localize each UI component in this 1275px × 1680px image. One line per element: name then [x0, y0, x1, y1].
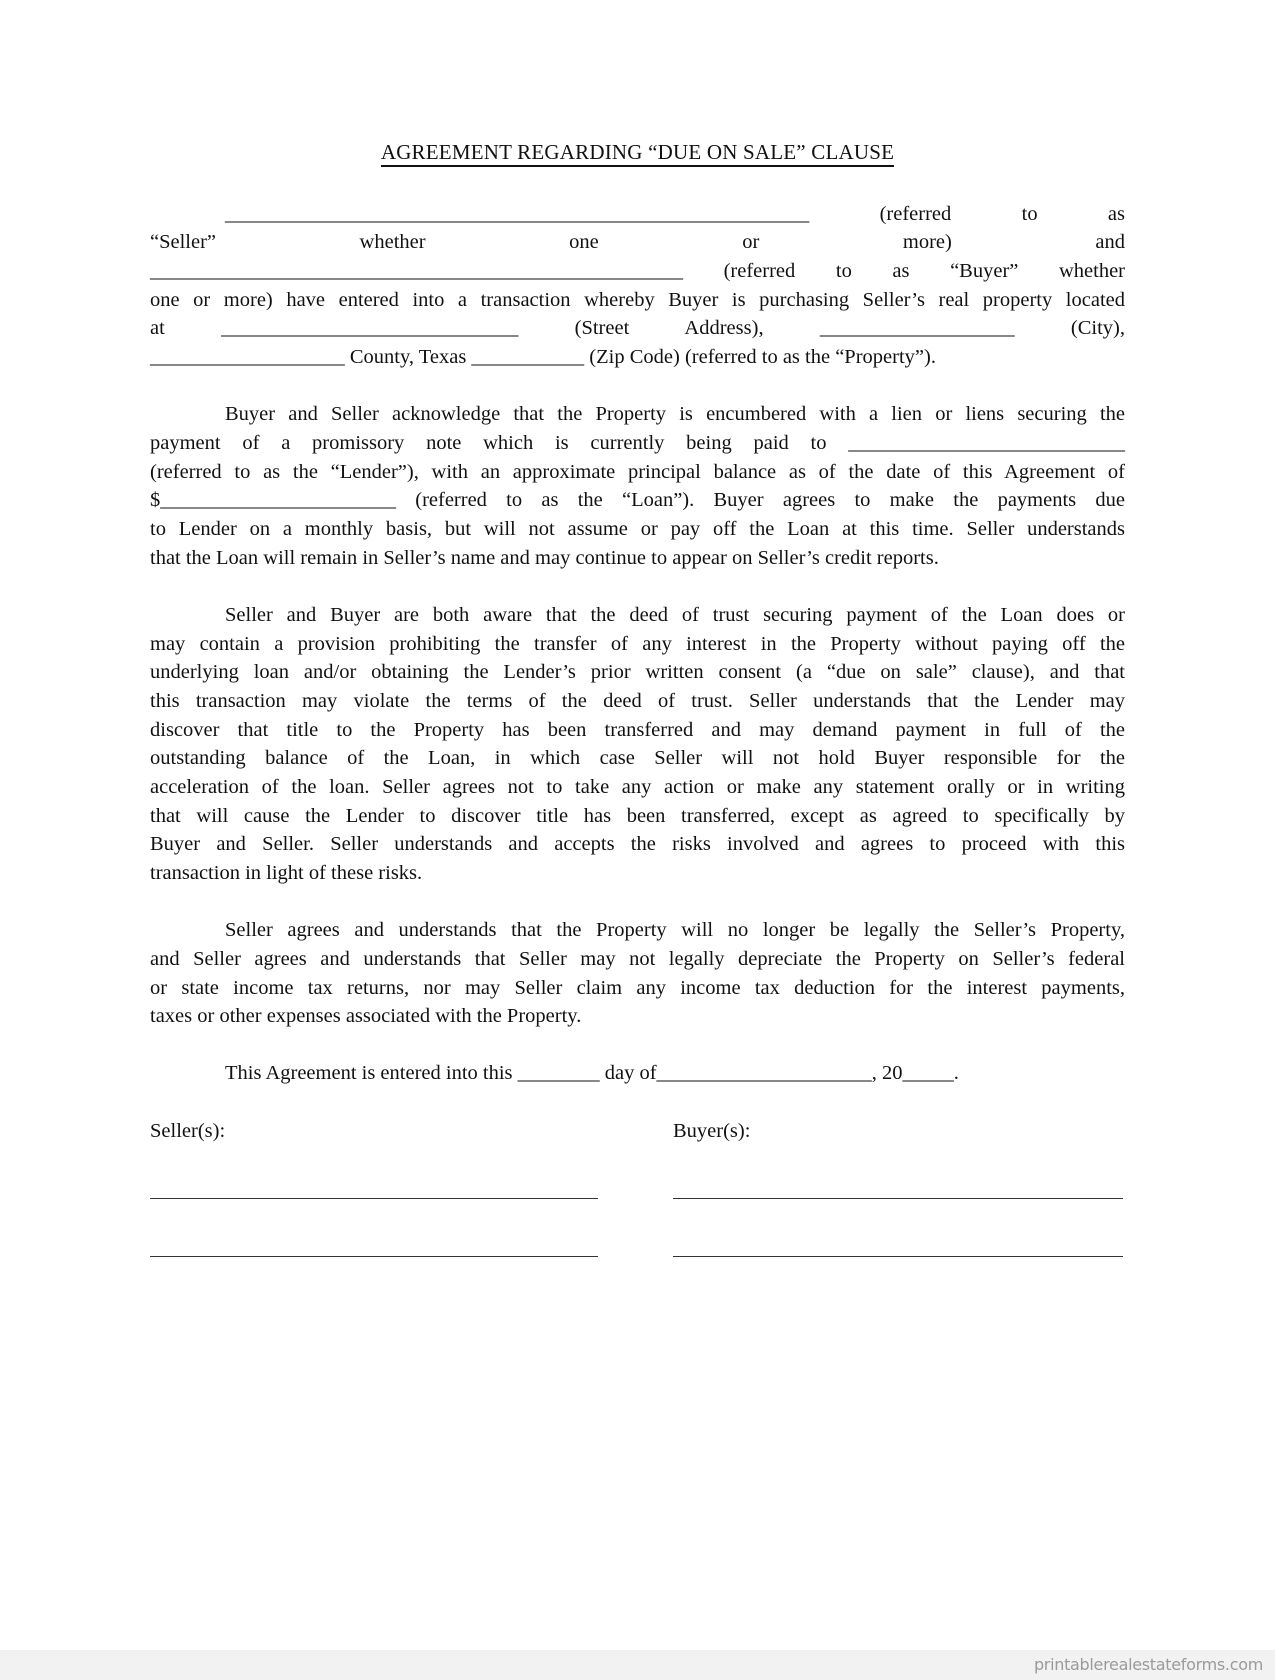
- tax-line-2: and Seller agrees and understands that Seller may not legally depreciate the Property on Seller’s federal: [150, 948, 1125, 970]
- due-on-sale-line-5: discover that title to the Property has been transferred and may demand payment in full of the: [150, 719, 1125, 741]
- parties-line-1: _________________________________________________________ (referred to as: [225, 203, 1125, 225]
- parties-line-2: “Seller” whether one or more) and: [150, 231, 1125, 253]
- due-on-sale-line-7: acceleration of the loan. Seller agrees not to take any action or make any statement orally or in writing: [150, 776, 1125, 798]
- parties-line-3: ____________________________________________________ (referred to as “Buyer” whether: [150, 260, 1125, 282]
- due-on-sale-line-9: Buyer and Seller. Seller understands and accepts the risks involved and agrees to proceed with this: [150, 833, 1125, 855]
- seller-signature-label: Seller(s):: [150, 1120, 226, 1142]
- due-on-sale-line-3: underlying loan and/or obtaining the Lender’s prior written consent (a “due on sale” clause), and that: [150, 661, 1125, 683]
- buyer-signature-line-2[interactable]: [673, 1256, 1123, 1257]
- lien-line-5: to Lender on a monthly basis, but will not assume or pay off the Loan at this time. Seller understands: [150, 518, 1125, 540]
- buyer-signature-label: Buyer(s):: [673, 1120, 751, 1142]
- lien-line-6: that the Loan will remain in Seller’s name and may continue to appear on Seller’s credit reports.: [150, 547, 939, 569]
- due-on-sale-line-8: that will cause the Lender to discover title has been transferred, except as agreed to specifically by: [150, 805, 1125, 827]
- parties-line-5: at _____________________________ (Street Address), ___________________ (City),: [150, 317, 1125, 339]
- lien-line-3: (referred to as the “Lender”), with an approximate principal balance as of the date of this Agreement of: [150, 461, 1125, 483]
- parties-line-6: ___________________ County, Texas ___________ (Zip Code) (referred to as the “Property”).: [150, 346, 936, 368]
- site-watermark: printablerealestateforms.com: [1033, 1655, 1263, 1674]
- tax-line-4: taxes or other expenses associated with the Property.: [150, 1005, 582, 1027]
- footer-bar: [0, 1650, 1275, 1680]
- due-on-sale-line-10: transaction in light of these risks.: [150, 862, 423, 884]
- parties-line-4: one or more) have entered into a transaction whereby Buyer is purchasing Seller’s real property located: [150, 289, 1125, 311]
- document-title: AGREEMENT REGARDING “DUE ON SALE” CLAUSE: [0, 140, 1275, 165]
- seller-signature-line-1[interactable]: [150, 1198, 598, 1199]
- lien-line-2: payment of a promissory note which is currently being paid to ___________________________: [150, 432, 1125, 454]
- seller-signature-line-2[interactable]: [150, 1256, 598, 1257]
- buyer-signature-line-1[interactable]: [673, 1198, 1123, 1199]
- tax-line-3: or state income tax returns, nor may Seller claim any income tax deduction for the interest payments,: [150, 977, 1125, 999]
- lien-line-4: $_______________________ (referred to as the “Loan”). Buyer agrees to make the payments due: [150, 489, 1125, 511]
- tax-line-1: Seller agrees and understands that the Property will no longer be legally the Seller’s Property,: [225, 919, 1125, 941]
- due-on-sale-line-2: may contain a provision prohibiting the transfer of any interest in the Property without paying off the: [150, 633, 1125, 655]
- agreement-date-line: This Agreement is entered into this ________ day of_____________________, 20_____.: [225, 1062, 959, 1084]
- due-on-sale-line-6: outstanding balance of the Loan, in which case Seller will not hold Buyer responsible for the: [150, 747, 1125, 769]
- due-on-sale-line-4: this transaction may violate the terms of the deed of trust. Seller understands that the Lender may: [150, 690, 1125, 712]
- lien-line-1: Buyer and Seller acknowledge that the Property is encumbered with a lien or liens securing the: [225, 403, 1125, 425]
- due-on-sale-line-1: Seller and Buyer are both aware that the deed of trust securing payment of the Loan does or: [225, 604, 1125, 626]
